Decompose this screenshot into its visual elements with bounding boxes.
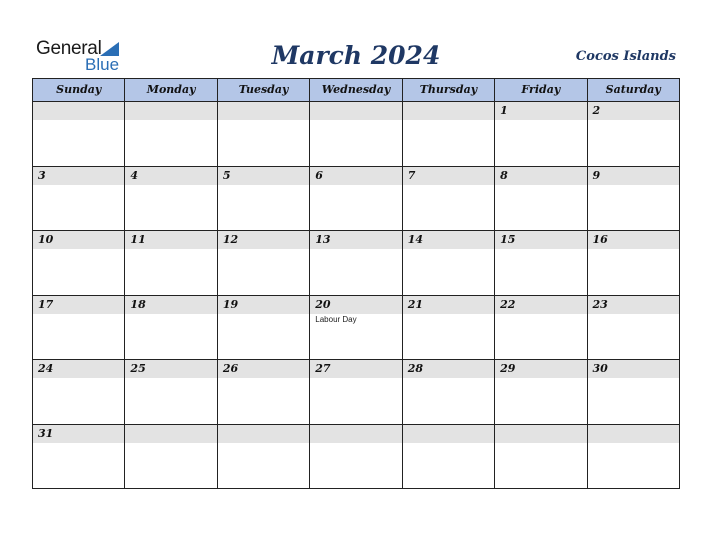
day-cell (33, 425, 125, 490)
day-cell (403, 231, 495, 295)
day-cell (403, 425, 495, 490)
day-cell (403, 102, 495, 166)
day-cell (495, 102, 587, 166)
day-number (310, 102, 401, 120)
day-number: 25 (125, 360, 216, 378)
holiday-label: Labour Day (315, 314, 357, 324)
weekday-header: Monday (125, 79, 217, 101)
day-number: 2 (588, 102, 679, 120)
day-cell (218, 167, 310, 231)
day-number: 13 (310, 231, 401, 249)
day-number: 1 (495, 102, 586, 120)
day-number: 17 (33, 296, 124, 314)
day-number: 8 (495, 167, 586, 185)
day-cell (125, 102, 217, 166)
day-number (588, 425, 679, 443)
day-number: 7 (403, 167, 494, 185)
day-number: 16 (588, 231, 679, 249)
weekday-header: Thursday (403, 79, 495, 101)
day-number: 14 (403, 231, 494, 249)
day-number: 9 (588, 167, 679, 185)
weekday-header: Tuesday (218, 79, 310, 101)
day-cell (218, 102, 310, 166)
day-number: 27 (310, 360, 401, 378)
day-number (218, 425, 309, 443)
day-number (125, 102, 216, 120)
day-cell (310, 425, 402, 490)
day-number: 15 (495, 231, 586, 249)
logo-general-text: General (36, 38, 102, 59)
calendar-grid (32, 78, 680, 489)
week-row (33, 360, 679, 425)
day-cell (33, 296, 125, 360)
day-number: 20 (310, 296, 401, 314)
day-number: 6 (310, 167, 401, 185)
day-cell (33, 231, 125, 295)
week-row (33, 296, 679, 361)
day-cell (588, 102, 679, 166)
day-cell (33, 102, 125, 166)
day-number: 28 (403, 360, 494, 378)
day-number: 5 (218, 167, 309, 185)
day-number (125, 425, 216, 443)
weekday-header-row (33, 79, 679, 102)
day-cell (310, 167, 402, 231)
day-cell (218, 231, 310, 295)
day-cell (125, 296, 217, 360)
day-number: 31 (33, 425, 124, 443)
day-number: 23 (588, 296, 679, 314)
day-cell (495, 360, 587, 424)
day-number: 24 (33, 360, 124, 378)
week-row (33, 102, 679, 167)
logo-blue-text: Blue (85, 55, 120, 74)
country-name: Cocos Islands (575, 49, 676, 64)
day-number: 4 (125, 167, 216, 185)
day-number: 29 (495, 360, 586, 378)
day-cell (218, 296, 310, 360)
generalblue-logo (36, 38, 126, 74)
day-number: 12 (218, 231, 309, 249)
day-number: 11 (125, 231, 216, 249)
day-number: 10 (33, 231, 124, 249)
logo-triangle-icon (100, 42, 119, 56)
day-number: 30 (588, 360, 679, 378)
day-cell (588, 360, 679, 424)
day-cell (495, 296, 587, 360)
day-cell (403, 360, 495, 424)
day-cell (495, 167, 587, 231)
day-cell (125, 425, 217, 490)
day-cell (125, 231, 217, 295)
week-row (33, 425, 679, 490)
day-cell (403, 167, 495, 231)
day-cell (33, 167, 125, 231)
day-cell (125, 360, 217, 424)
day-cell (218, 425, 310, 490)
day-number: 3 (33, 167, 124, 185)
day-cell (588, 425, 679, 490)
day-cell (588, 167, 679, 231)
weekday-header: Friday (495, 79, 587, 101)
day-cell (33, 360, 125, 424)
day-number: 22 (495, 296, 586, 314)
day-cell (125, 167, 217, 231)
day-cell (588, 296, 679, 360)
day-cell (218, 360, 310, 424)
day-cell (495, 425, 587, 490)
weekday-header: Sunday (33, 79, 125, 101)
day-number: 26 (218, 360, 309, 378)
day-number (218, 102, 309, 120)
day-number: 19 (218, 296, 309, 314)
day-cell (310, 360, 402, 424)
day-cell (588, 231, 679, 295)
day-number (495, 425, 586, 443)
day-number (310, 425, 401, 443)
day-number (33, 102, 124, 120)
day-cell (495, 231, 587, 295)
day-cell (310, 231, 402, 295)
weekday-header: Wednesday (310, 79, 402, 101)
day-cell (403, 296, 495, 360)
weekday-header: Saturday (605, 83, 661, 96)
week-row (33, 167, 679, 232)
day-number: 21 (403, 296, 494, 314)
day-number (403, 425, 494, 443)
calendar-title: March 2024 (271, 41, 441, 70)
day-number (403, 102, 494, 120)
day-cell (310, 102, 402, 166)
day-cell (310, 296, 402, 360)
day-number: 18 (125, 296, 216, 314)
week-row (33, 231, 679, 296)
